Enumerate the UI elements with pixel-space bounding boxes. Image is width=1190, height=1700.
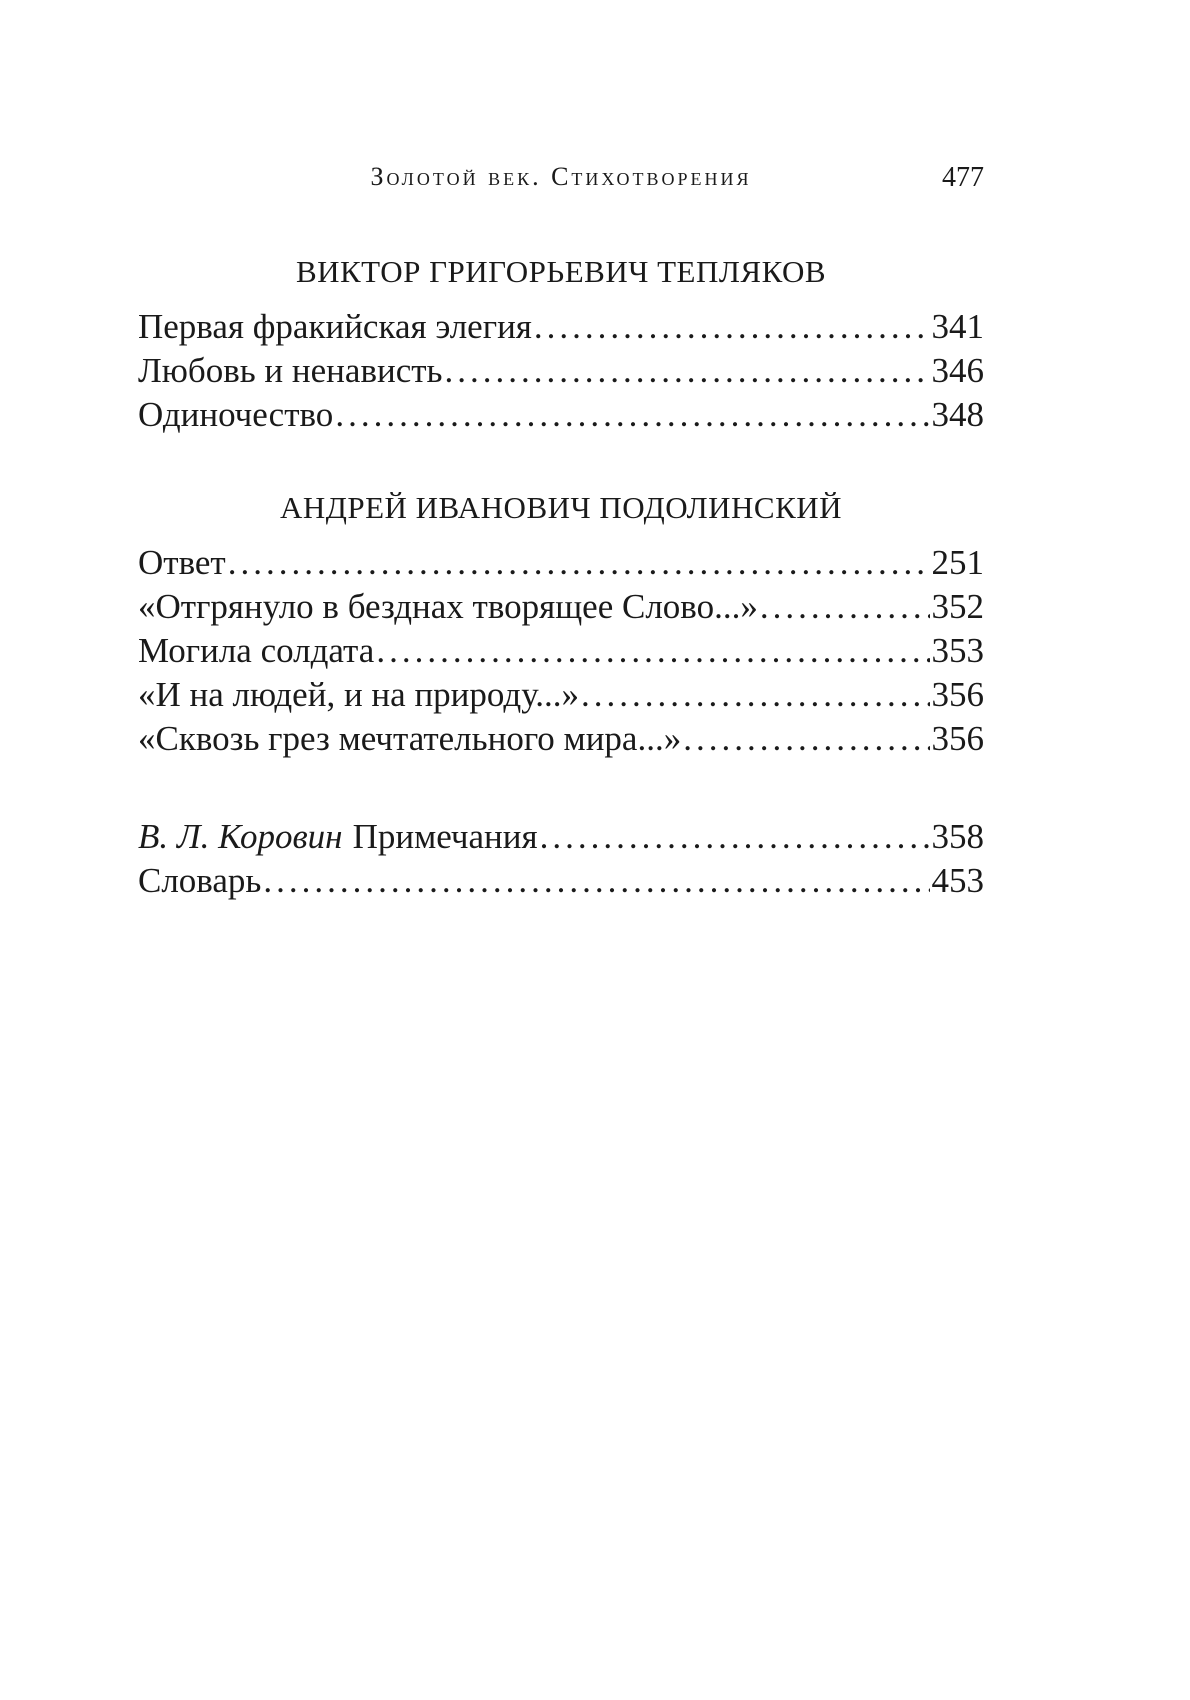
dot-leader xyxy=(540,814,930,860)
entry-author: В. Л. Коровин xyxy=(138,817,343,856)
toc-entry[interactable] xyxy=(138,672,984,718)
entry-page-number: 251 xyxy=(931,543,984,582)
entry-title: «Сквозь грез мечтательного мира...» xyxy=(138,719,682,758)
entry-page-number: 352 xyxy=(931,587,984,626)
entry-title: «И на людей, и на природу...» xyxy=(138,675,579,714)
entry-page-number: 348 xyxy=(931,395,984,434)
toc-entry[interactable] xyxy=(138,584,984,630)
dot-leader xyxy=(534,304,930,350)
entry-page-number: 453 xyxy=(931,861,984,900)
toc-entry[interactable] xyxy=(138,304,984,350)
toc-entry-notes[interactable] xyxy=(138,814,984,860)
toc-entry[interactable] xyxy=(138,348,984,394)
page-number: 477 xyxy=(942,162,984,193)
entry-title: Словарь xyxy=(138,861,262,900)
section-heading-teplyakov: ВИКТОР ГРИГОРЬЕВИЧ ТЕПЛЯКОВ xyxy=(295,254,827,289)
dot-leader xyxy=(376,628,929,674)
entry-title: Могила солдата xyxy=(138,631,375,670)
running-title: Золотой век. Стихотворения xyxy=(370,162,752,191)
entry-title: «Отгрянуло в безднах творящее Слово...» xyxy=(138,587,758,626)
entry-title: Примечания xyxy=(352,817,538,856)
dot-leader xyxy=(263,858,929,904)
running-head xyxy=(138,162,984,202)
entry-title: Первая фракийская элегия xyxy=(138,307,532,346)
entry-title: Ответ xyxy=(138,543,226,582)
entry-page-number: 358 xyxy=(931,817,984,856)
entry-page-number: 346 xyxy=(931,351,984,390)
toc-entry[interactable] xyxy=(138,540,984,586)
entry-page-number: 356 xyxy=(931,675,984,714)
entry-page-number: 341 xyxy=(931,307,984,346)
dot-leader xyxy=(760,584,930,630)
entry-page-number: 353 xyxy=(931,631,984,670)
toc-entry-glossary[interactable] xyxy=(138,858,984,904)
dot-leader xyxy=(335,392,929,438)
dot-leader xyxy=(581,672,930,718)
section-heading-podolinsky: АНДРЕЙ ИВАНОВИЧ ПОДОЛИНСКИЙ xyxy=(279,490,843,525)
dot-leader xyxy=(228,540,930,586)
toc-entry[interactable] xyxy=(138,628,984,674)
dot-leader xyxy=(445,348,930,394)
toc-entry[interactable] xyxy=(138,716,984,762)
entry-title: Одиночество xyxy=(138,395,334,434)
entry-title: Любовь и ненависть xyxy=(138,351,443,390)
entry-page-number: 356 xyxy=(931,719,984,758)
toc-entry[interactable] xyxy=(138,392,984,438)
dot-leader xyxy=(683,716,929,762)
